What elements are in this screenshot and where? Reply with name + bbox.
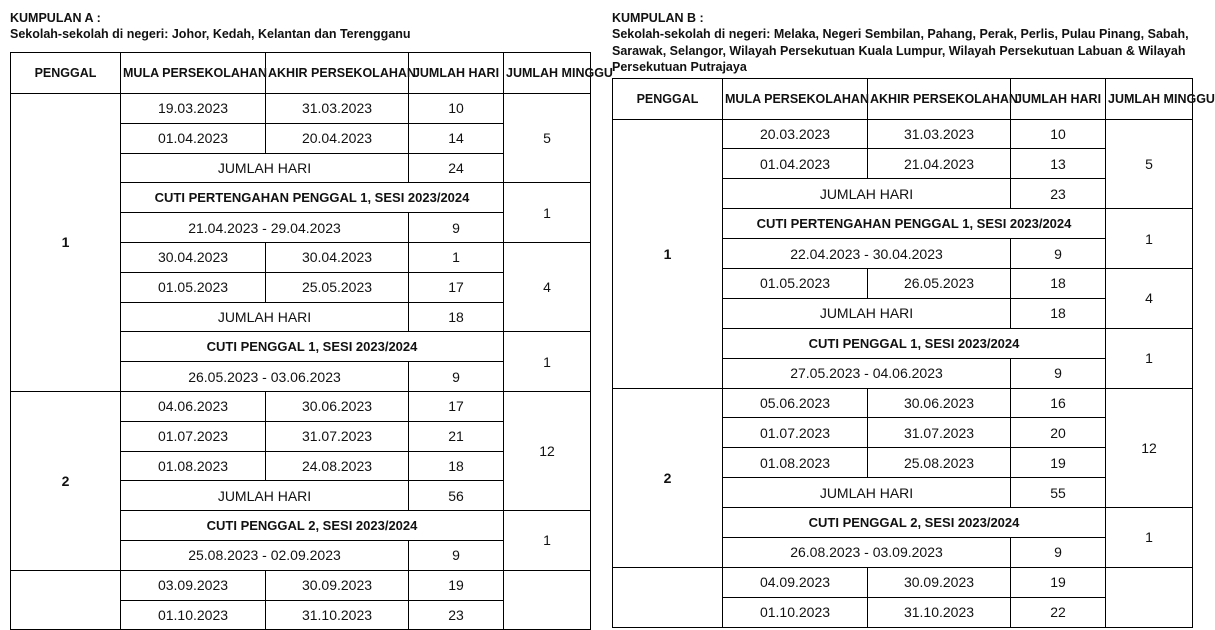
hari-cell: 9: [409, 540, 504, 570]
mula-cell: 01.10.2023: [121, 600, 266, 630]
cuti-label: CUTI PERTENGAHAN PENGGAL 1, SESI 2023/2024: [121, 183, 504, 213]
minggu-cell: 1: [504, 332, 591, 392]
minggu-cell: 1: [1106, 209, 1193, 269]
kumpulan-b-table: [612, 78, 1215, 628]
kumpulan-a-table: [10, 52, 613, 630]
table-row: [613, 388, 1193, 418]
mula-cell: 05.06.2023: [723, 388, 868, 418]
hari-cell: 13: [1011, 149, 1106, 179]
hari-cell: 9: [409, 362, 504, 392]
penggal-cell: [613, 567, 723, 627]
jumlah-hari-value: 55: [1011, 478, 1106, 508]
cuti-label: CUTI PENGGAL 2, SESI 2023/2024: [723, 508, 1106, 538]
jumlah-hari-label: JUMLAH HARI: [723, 179, 1011, 209]
header-mula: MULA PERSEKOLAHAN: [723, 78, 868, 119]
minggu-cell: 5: [1106, 119, 1193, 209]
mula-cell: 20.03.2023: [723, 119, 868, 149]
minggu-cell: 1: [504, 183, 591, 243]
header-penggal: PENGGAL: [613, 78, 723, 119]
mula-cell: 01.05.2023: [121, 272, 266, 302]
hari-cell: 10: [1011, 119, 1106, 149]
mula-cell: 03.09.2023: [121, 570, 266, 600]
minggu-cell: [1106, 567, 1193, 627]
hari-cell: 14: [409, 123, 504, 153]
jumlah-hari-label: JUMLAH HARI: [121, 302, 409, 332]
hari-cell: 9: [1011, 537, 1106, 567]
hari-cell: 19: [409, 570, 504, 600]
cuti-label: CUTI PENGGAL 1, SESI 2023/2024: [121, 332, 504, 362]
cuti-label: CUTI PERTENGAHAN PENGGAL 1, SESI 2023/2024: [723, 209, 1106, 239]
minggu-cell: [504, 570, 591, 630]
cuti-range: 27.05.2023 - 04.06.2023: [723, 358, 1011, 388]
minggu-cell: 5: [504, 94, 591, 183]
jumlah-hari-value: 18: [1011, 298, 1106, 328]
akhir-cell: 30.06.2023: [868, 388, 1011, 418]
hari-cell: 16: [1011, 388, 1106, 418]
kumpulan-b-title: KUMPULAN B :: [612, 11, 704, 25]
akhir-cell: 31.10.2023: [868, 597, 1011, 627]
hari-cell: 19: [1011, 448, 1106, 478]
cuti-range: 21.04.2023 - 29.04.2023: [121, 213, 409, 243]
mula-cell: 01.07.2023: [723, 418, 868, 448]
header-akhir: AKHIR PERSEKOLAHAN: [868, 78, 1011, 119]
jumlah-hari-value: 23: [1011, 179, 1106, 209]
jumlah-hari-value: 56: [409, 481, 504, 511]
penggal-cell: 1: [613, 119, 723, 388]
minggu-cell: 4: [1106, 268, 1193, 328]
jumlah-hari-value: 24: [409, 153, 504, 183]
minggu-cell: 4: [504, 242, 591, 331]
mula-cell: 01.10.2023: [723, 597, 868, 627]
mula-cell: 01.07.2023: [121, 421, 266, 451]
akhir-cell: 21.04.2023: [868, 149, 1011, 179]
table-row: [11, 391, 591, 421]
akhir-cell: 31.03.2023: [266, 94, 409, 124]
jumlah-hari-value: 18: [409, 302, 504, 332]
hari-cell: 10: [409, 94, 504, 124]
cuti-range: 25.08.2023 - 02.09.2023: [121, 540, 409, 570]
cuti-range: 22.04.2023 - 30.04.2023: [723, 239, 1011, 269]
minggu-cell: 12: [1106, 388, 1193, 508]
hari-cell: 19: [1011, 567, 1106, 597]
cuti-label: CUTI PENGGAL 1, SESI 2023/2024: [723, 328, 1106, 358]
header-mula: MULA PERSEKOLAHAN: [121, 53, 266, 94]
mula-cell: 01.08.2023: [723, 448, 868, 478]
mula-cell: 01.04.2023: [723, 149, 868, 179]
header-row: [11, 53, 591, 94]
table-row: [613, 567, 1193, 597]
jumlah-hari-label: JUMLAH HARI: [723, 478, 1011, 508]
cuti-label: CUTI PENGGAL 2, SESI 2023/2024: [121, 511, 504, 541]
mula-cell: 30.04.2023: [121, 242, 266, 272]
akhir-cell: 26.05.2023: [868, 268, 1011, 298]
table-row: [11, 570, 591, 600]
akhir-cell: 25.05.2023: [266, 272, 409, 302]
mula-cell: 01.04.2023: [121, 123, 266, 153]
hari-cell: 18: [409, 451, 504, 481]
akhir-cell: 24.08.2023: [266, 451, 409, 481]
akhir-cell: 30.04.2023: [266, 242, 409, 272]
jumlah-hari-label: JUMLAH HARI: [121, 481, 409, 511]
kumpulan-b-panel: [612, 0, 1215, 628]
akhir-cell: 30.09.2023: [868, 567, 1011, 597]
header-penggal: PENGGAL: [11, 53, 121, 94]
hari-cell: 17: [409, 391, 504, 421]
jumlah-hari-label: JUMLAH HARI: [723, 298, 1011, 328]
akhir-cell: 30.09.2023: [266, 570, 409, 600]
hari-cell: 9: [409, 213, 504, 243]
cuti-range: 26.08.2023 - 03.09.2023: [723, 537, 1011, 567]
table-row: [11, 94, 591, 124]
cuti-range: 26.05.2023 - 03.06.2023: [121, 362, 409, 392]
akhir-cell: 30.06.2023: [266, 391, 409, 421]
penggal-cell: 2: [11, 391, 121, 570]
hari-cell: 1: [409, 242, 504, 272]
table-row: [613, 119, 1193, 149]
mula-cell: 19.03.2023: [121, 94, 266, 124]
penggal-cell: 1: [11, 94, 121, 392]
penggal-cell: [11, 570, 121, 630]
hari-cell: 21: [409, 421, 504, 451]
hari-cell: 17: [409, 272, 504, 302]
akhir-cell: 31.07.2023: [868, 418, 1011, 448]
akhir-cell: 31.07.2023: [266, 421, 409, 451]
akhir-cell: 25.08.2023: [868, 448, 1011, 478]
hari-cell: 20: [1011, 418, 1106, 448]
header-akhir: AKHIR PERSEKOLAHAN: [266, 53, 409, 94]
kumpulan-a-panel: [10, 0, 613, 630]
header-jumlah-hari: JUMLAH HARI: [409, 53, 504, 94]
minggu-cell: 12: [504, 391, 591, 510]
kumpulan-a-description: Sekolah-sekolah di negeri: Johor, Kedah, Kelantan dan Terengganu: [10, 27, 411, 41]
hari-cell: 23: [409, 600, 504, 630]
mula-cell: 04.06.2023: [121, 391, 266, 421]
penggal-cell: 2: [613, 388, 723, 567]
minggu-cell: 1: [504, 511, 591, 571]
akhir-cell: 31.03.2023: [868, 119, 1011, 149]
kumpulan-a-title: KUMPULAN A :: [10, 11, 101, 25]
akhir-cell: 31.10.2023: [266, 600, 409, 630]
jumlah-hari-label: JUMLAH HARI: [121, 153, 409, 183]
mula-cell: 04.09.2023: [723, 567, 868, 597]
hari-cell: 9: [1011, 358, 1106, 388]
header-jumlah-hari: JUMLAH HARI: [1011, 78, 1106, 119]
header-jumlah-minggu: JUMLAH MINGGU: [504, 53, 591, 94]
mula-cell: 01.08.2023: [121, 451, 266, 481]
akhir-cell: 20.04.2023: [266, 123, 409, 153]
minggu-cell: 1: [1106, 328, 1193, 388]
kumpulan-b-description: Sekolah-sekolah di negeri: Melaka, Negeri Sembilan, Pahang, Perak, Perlis, Pulau Pinang, Sabah, Sarawak, Selangor, Wilayah Persekutuan Kuala Lumpur, Wilayah Persekutuan Labuan & Wilayah Persekutuan Putrajaya: [612, 27, 1189, 74]
hari-cell: 22: [1011, 597, 1106, 627]
header-jumlah-minggu: JUMLAH MINGGU: [1106, 78, 1193, 119]
mula-cell: 01.05.2023: [723, 268, 868, 298]
header-row: [613, 78, 1193, 119]
minggu-cell: 1: [1106, 508, 1193, 568]
hari-cell: 9: [1011, 239, 1106, 269]
hari-cell: 18: [1011, 268, 1106, 298]
